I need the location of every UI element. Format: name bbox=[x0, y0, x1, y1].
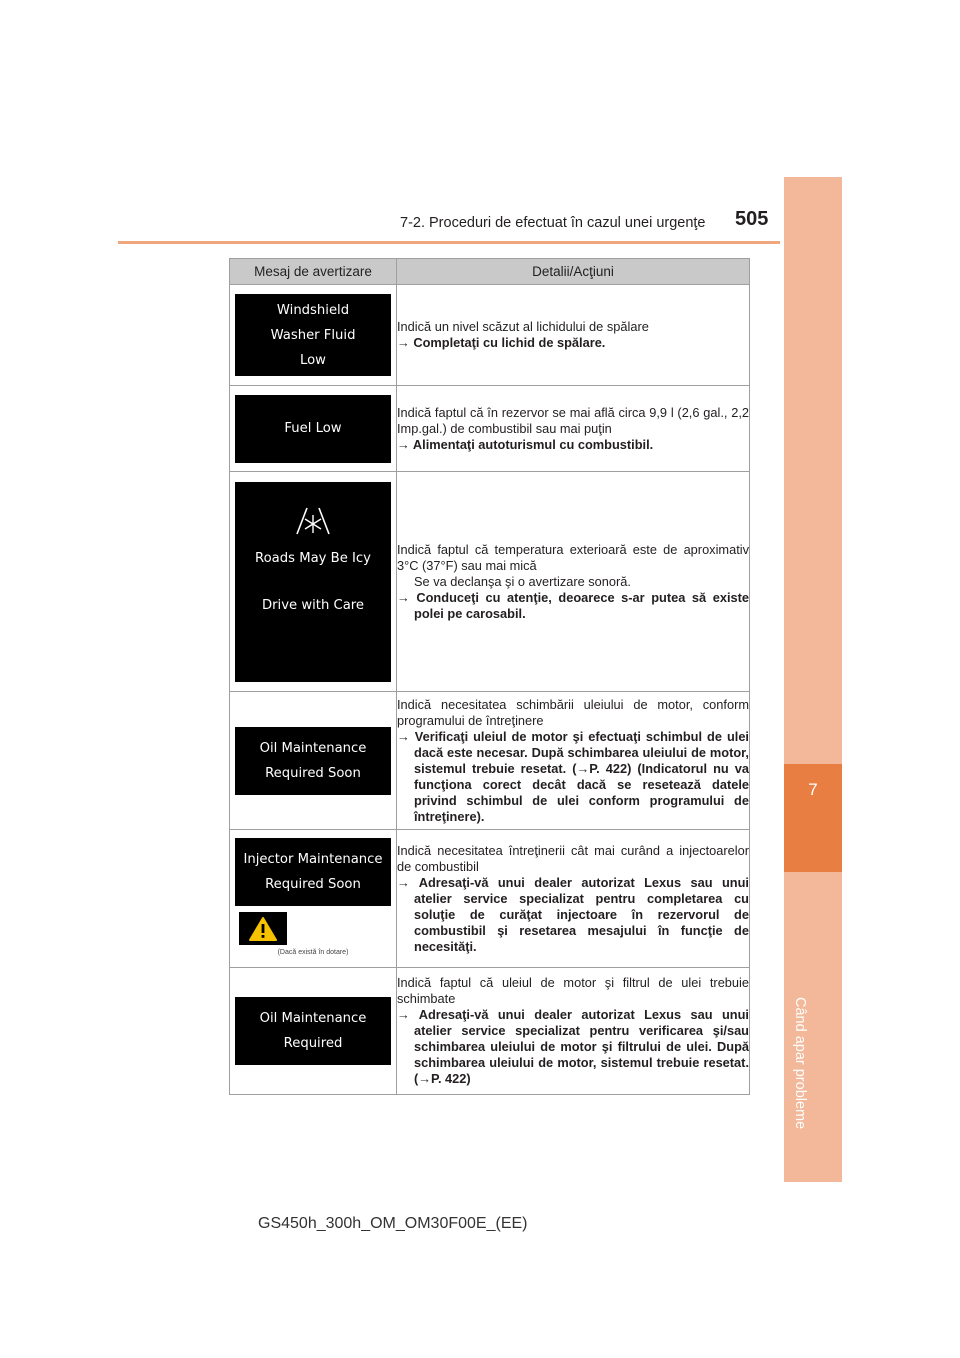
display-line: Fuel Low bbox=[284, 421, 342, 436]
warning-indicator bbox=[239, 912, 287, 945]
section-title: 7-2. Proceduri de efectuat în cazul unei urgenţe bbox=[400, 215, 706, 231]
message-display-cell bbox=[230, 386, 397, 472]
detail-text: Indică faptul că în rezervor se mai află circa 9,9 l (2,6 gal., 2,2 Imp.gal.) de combustibil sau mai puţin bbox=[397, 404, 749, 436]
display-line: Drive with Care bbox=[261, 597, 365, 613]
chapter-side-tab bbox=[784, 177, 842, 1182]
table-header-row bbox=[230, 259, 750, 285]
detail-text: Indică necesitatea întreţinerii cât mai curând a injectoarelor de combustibil bbox=[397, 842, 749, 874]
action-text: → Verificaţi uleiul de motor şi efectuaţi schimbul de ulei dacă este necesar. După schimbarea uleiului de motor, sistemul trebuie resetat. (→P. 422) (Indicatorul nu va funcţiona corect decât dacă se resetează datele privind schimbul de ulei conform programului de întreţinere). bbox=[397, 728, 749, 824]
arrow-icon: → bbox=[397, 874, 410, 890]
header-rule bbox=[118, 241, 780, 244]
display-line: Windshield bbox=[276, 302, 350, 318]
display-line: Required Soon bbox=[265, 877, 361, 892]
document-code-footer: GS450h_300h_OM_OM30F00E_(EE) bbox=[258, 1215, 528, 1232]
details-cell bbox=[397, 472, 750, 692]
detail-text: Indică necesitatea schimbării uleiului de motor, conform programului de întreţinere bbox=[397, 696, 749, 728]
display-line: Roads May Be Icy bbox=[255, 550, 371, 566]
message-display bbox=[235, 997, 391, 1065]
display-line: Required bbox=[283, 1036, 343, 1051]
message-display bbox=[235, 727, 391, 795]
table-row bbox=[230, 692, 750, 830]
table-row bbox=[230, 472, 750, 692]
chapter-number: 7 bbox=[808, 780, 818, 799]
action-text: → Conduceţi cu atenţie, deoarece s-ar putea să existe polei pe carosabil. bbox=[397, 589, 749, 621]
message-display bbox=[235, 482, 391, 682]
arrow-icon: → bbox=[397, 1007, 410, 1022]
warning-messages-table bbox=[229, 258, 750, 1095]
display-line: Low bbox=[300, 352, 326, 368]
display-line: Required Soon bbox=[265, 765, 361, 781]
display-line: Oil Maintenance bbox=[259, 740, 367, 756]
column-header-message: Mesaj de avertizare bbox=[230, 259, 397, 285]
detail-text: Indică faptul că temperatura exterioară este de aproximativ 3°C (37°F) sau mai mică bbox=[397, 541, 749, 573]
action-text: → Alimentaţi autoturismul cu combustibil. bbox=[397, 436, 654, 452]
arrow-icon: → bbox=[397, 589, 410, 605]
table-row bbox=[230, 968, 750, 1095]
chapter-title: Când apar probleme bbox=[792, 997, 808, 1130]
arrow-icon: → bbox=[397, 335, 410, 350]
action-text: → Adresaţi-vă unui dealer autorizat Lexus sau unui atelier service specializat pentru verificarea şi/sau schimbarea uleiului de motor şi filtrului de ulei. După schimbarea uleiului de motor, sistemul trebuie resetat. (→P. 422) bbox=[397, 1007, 749, 1086]
message-display bbox=[235, 395, 391, 463]
snowflake-road-icon bbox=[293, 504, 333, 538]
detail-text: Indică faptul că uleiul de motor şi filtrul de ulei trebuie schimbate bbox=[397, 975, 749, 1006]
page-number: 505 bbox=[735, 208, 769, 230]
message-display-cell bbox=[230, 285, 397, 386]
column-header-details: Detalii/Acţiuni bbox=[397, 259, 750, 285]
details-cell bbox=[397, 968, 750, 1095]
message-display bbox=[235, 838, 391, 906]
table-row bbox=[230, 386, 750, 472]
table-row bbox=[230, 285, 750, 386]
display-line: Washer Fluid bbox=[270, 327, 356, 343]
display-line: Oil Maintenance bbox=[259, 1011, 367, 1026]
arrow-icon: → bbox=[397, 728, 410, 744]
message-display-cell bbox=[230, 692, 397, 830]
message-display-cell bbox=[230, 830, 397, 968]
message-display-cell bbox=[230, 472, 397, 692]
message-display-cell bbox=[230, 968, 397, 1095]
message-display bbox=[235, 294, 391, 376]
warning-triangle-icon bbox=[248, 916, 278, 942]
arrow-icon: → bbox=[397, 436, 410, 452]
detail-text: Indică un nivel scăzut al lichidului de spălare bbox=[397, 319, 649, 334]
table-row bbox=[230, 830, 750, 968]
display-line: Injector Maintenance bbox=[243, 852, 383, 867]
action-text: → Adresaţi-vă unui dealer autorizat Lexus sau unui atelier service specializat pentru completarea cu soluţie de curăţat injectoare în rezervorul de combustibil şi resetarea mesajului în funcţie de necesităţi. bbox=[397, 874, 749, 954]
details-cell bbox=[397, 386, 750, 472]
action-text: → Completaţi cu lichid de spălare. bbox=[397, 335, 606, 350]
details-cell bbox=[397, 830, 750, 968]
note-text: Se va declanşa şi o avertizare sonoră. bbox=[414, 573, 631, 589]
details-cell bbox=[397, 285, 750, 386]
equipment-note: (Dacă există în dotare) bbox=[277, 949, 349, 956]
details-cell bbox=[397, 692, 750, 830]
